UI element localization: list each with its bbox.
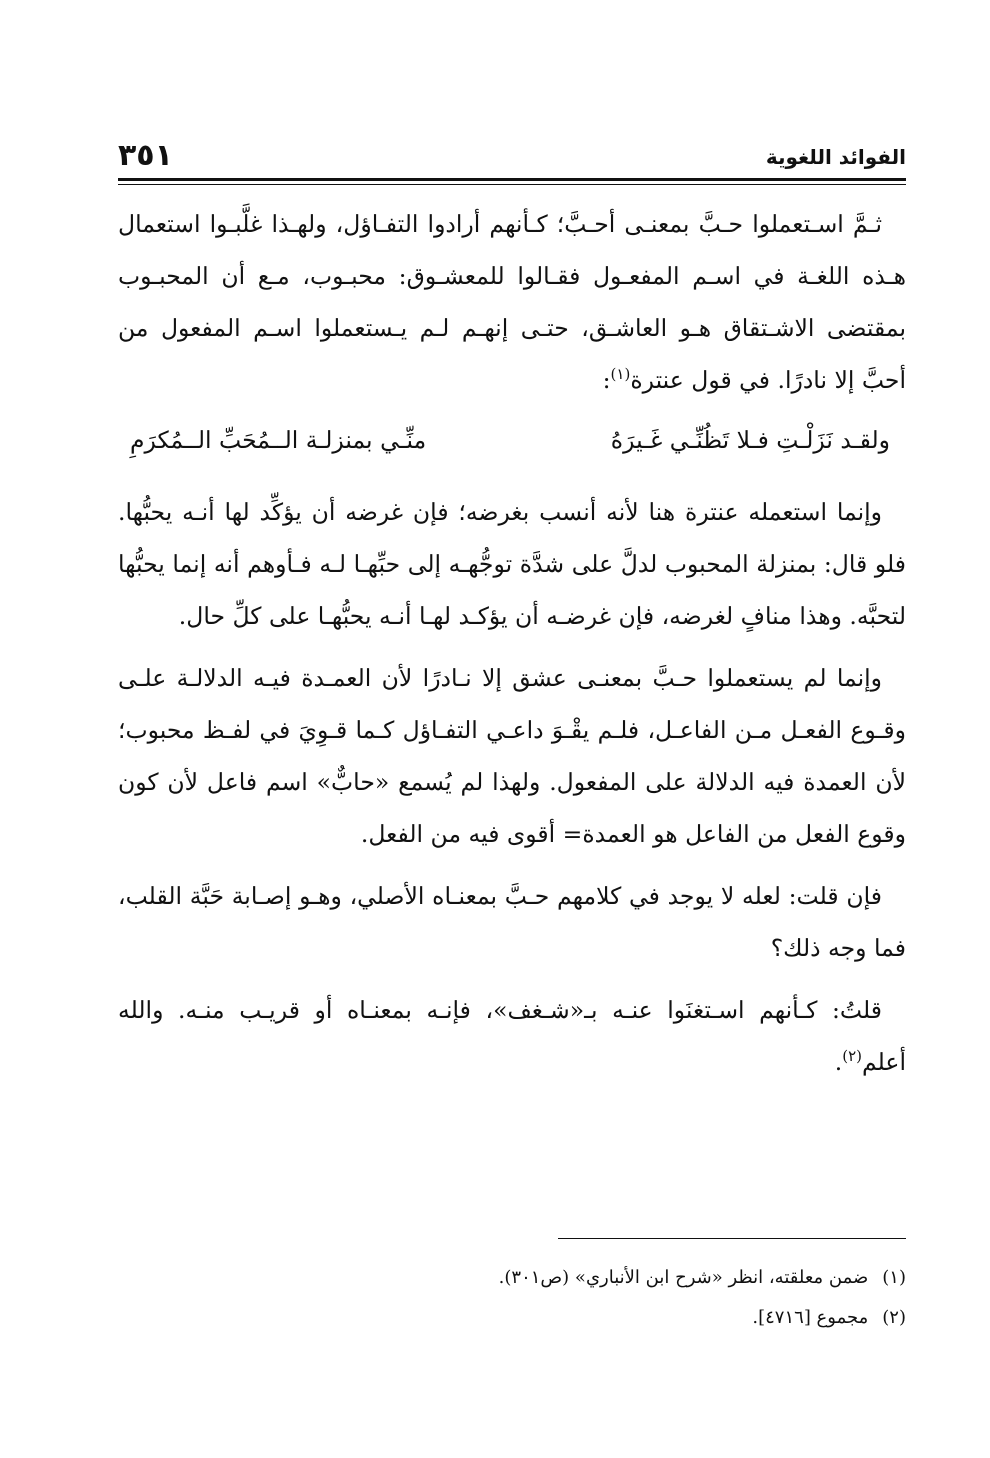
- page-number: ٣٥١: [118, 138, 173, 173]
- poetry-verse: [130, 414, 890, 466]
- main-text: [118, 198, 906, 1098]
- verse-hemistich-2: منِّـي بمنزلـة الــمُحَبِّ الــمُكرَمِ: [130, 426, 427, 454]
- paragraph-2: وإنما استعمله عنترة هنا لأنه أنسب بغرضه؛ فإن غرضه أن يؤكِّد لها أنـه يحبُّها. فلو قال: بمنزلة المحبوب لدلَّ على شدَّة توجُّهـه إلى حبِّهـا لـه فـأوهم أنه إنما يحبُّها لتحبَّه. وهذا منافٍ لغرضه، فإن غرضـه أن يؤكـد لهـا أنـه يحبُّهـا على كلِّ حال.: [118, 498, 906, 630]
- footnote-2: [118, 1298, 906, 1338]
- paragraph-5-text: قلتُ: كـأنهم اسـتغنَوا عنـه بـ«شـغف»، فإنـه بمعنـاه أو قريـب منـه. والله أعلم: [118, 996, 906, 1076]
- running-header: [118, 135, 906, 179]
- paragraph-5: [118, 984, 906, 1088]
- paragraph-4: فإن قلت: لعله لا يوجد في كلامهم حـبَّ بمعنـاه الأصلي، وهـو إصـابة حَبَّة القلب، فما وجه ذلك؟: [118, 882, 906, 962]
- footnote-ref-2: (٢): [842, 1047, 863, 1066]
- paragraph-5-end: .: [834, 1048, 843, 1076]
- footnote-1-number: (١): [882, 1267, 906, 1288]
- paragraph-1-text: ثـمَّ اسـتعملوا حـبَّ بمعنـى أحـبَّ؛ كـأنهم أرادوا التفـاؤل، ولهـذا غلَّبـوا استعمال هـذه اللغـة في اسـم المفعـول فقـالوا للمعشـوق: محبـوب، مـع أن المحبـوب بمقتضى الاشـتقاق هـو العاشـق، حتـى إنهـم لـم يـستعملوا اسـم المفعول من أحبَّ إلا نادرًا. في قول عنترة: [118, 210, 906, 394]
- header-rule-thin: [118, 184, 906, 185]
- paragraph-3: وإنما لم يستعملوا حـبَّ بمعنـى عشق إلا نـادرًا لأن العمـدة فيـه الدلالـة علـى وقـوع الفعـل مـن الفاعـل، فلـم يقْـوَ داعـي التفـاؤل كـما قـوِيَ في لفـظ محبوب؛ لأن العمدة فيه الدلالة على المفعول. ولهذا لم يُسمع «حابٌّ» اسم فاعل لأن كون وقوع الفعل من الفاعل هو العمدة= أقوى فيه من الفعل.: [118, 664, 906, 848]
- footnote-1-text: ضمن معلقته، انظر «شرح ابن الأنباري» (ص٣٠١).: [498, 1267, 869, 1288]
- header-rule-thick: [118, 178, 906, 181]
- footnote-2-text: مجموع [٤٧١٦].: [752, 1307, 869, 1328]
- running-header-title: الفوائد اللغوية: [765, 145, 906, 169]
- footnote-separator: [558, 1238, 906, 1239]
- footnote-1: [118, 1258, 906, 1298]
- paragraph-1-end: :: [602, 366, 611, 394]
- footnote-ref-1: (١): [610, 365, 631, 384]
- verse-hemistich-1: ولقـد نَزَلْـتِ فـلا تَظُنِّـي غَـيرَهُ: [610, 426, 890, 454]
- footnotes: [118, 1258, 906, 1338]
- paragraph-1: [118, 198, 906, 406]
- footnote-2-number: (٢): [882, 1307, 906, 1328]
